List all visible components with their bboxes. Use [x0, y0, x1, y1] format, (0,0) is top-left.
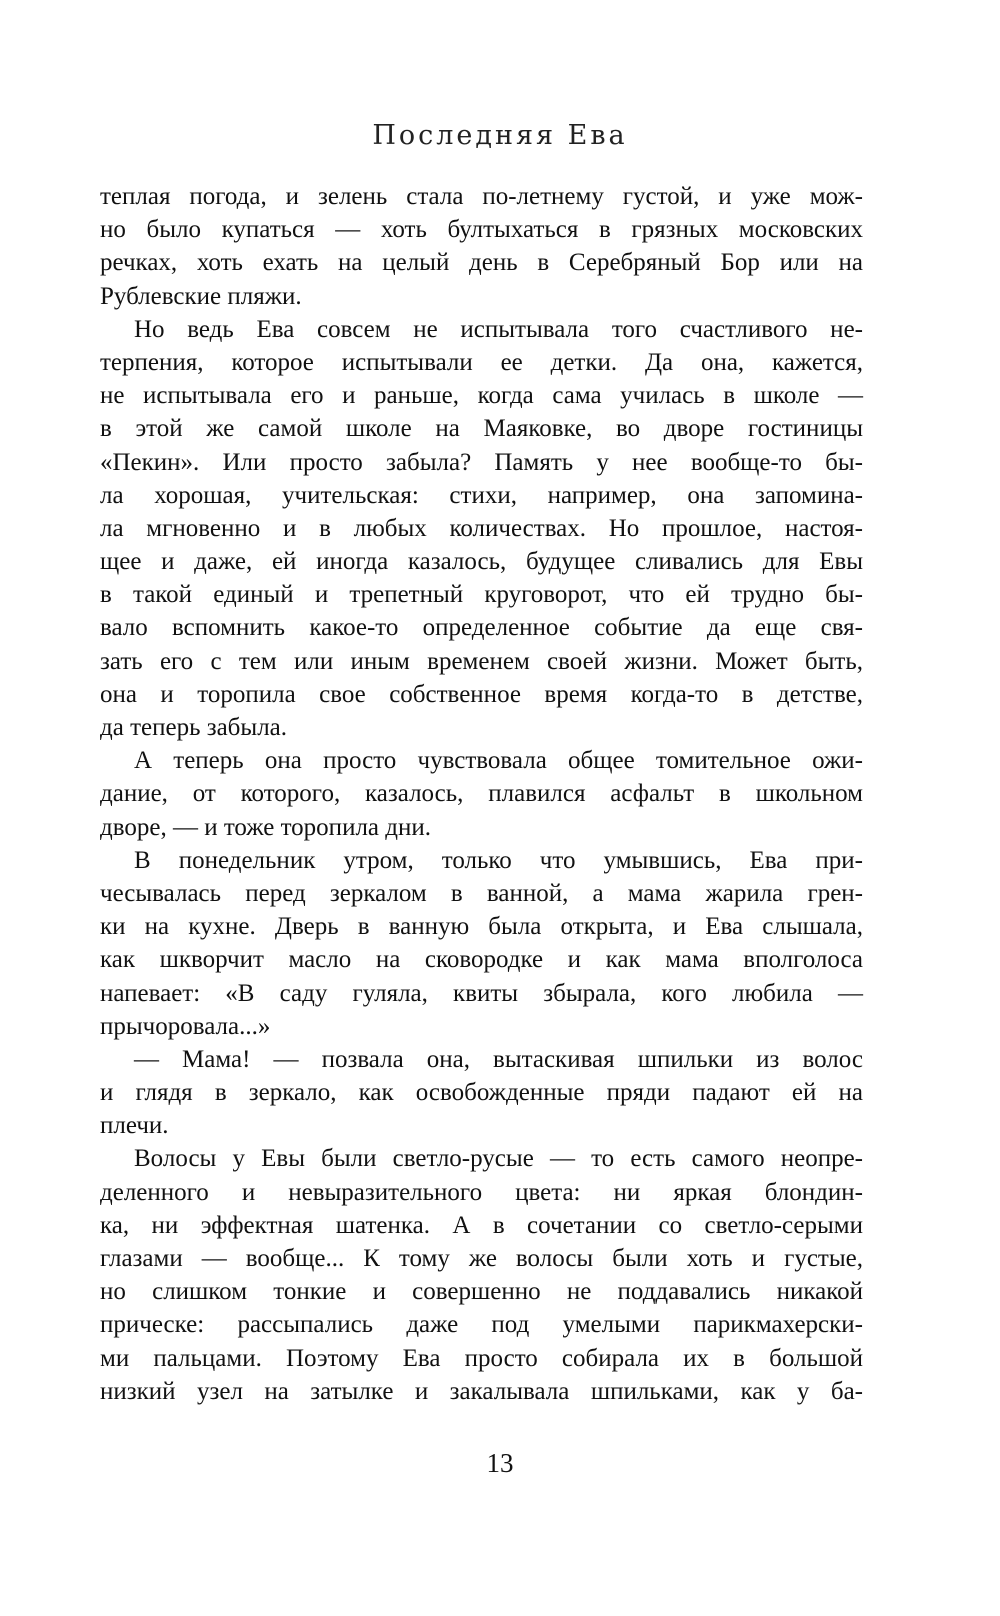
text-line: ми пальцами. Поэтому Ева просто собирала их в большой — [100, 1344, 863, 1372]
text-line: щее и даже, ей иногда казалось, будущее сливались для Евы — [100, 548, 863, 576]
text-line: но было купаться — хоть бултыхаться в грязных московских — [100, 216, 863, 244]
text-line: в этой же самой школе на Маяковке, во дворе гостиницы — [100, 415, 863, 443]
text-line: ка, ни эффектная шатенка. А в сочетании со светло-серыми — [100, 1211, 863, 1239]
text-line: В понедельник утром, только что умывшись, Ева при- — [134, 846, 863, 874]
text-line: как шкворчит масло на сковородке и как мама вполголоса — [100, 946, 863, 974]
text-line: и глядя в зеркало, как освобожденные пряди падают ей на — [100, 1079, 863, 1107]
text-line: прычоровала...» — [100, 1012, 271, 1040]
text-line: дание, от которого, казалось, плавился асфальт в школьном — [100, 780, 863, 808]
text-line: зать его с тем или иным временем своей жизни. Может быть, — [100, 647, 863, 675]
text-line: но слишком тонкие и совершенно не поддавались никакой — [100, 1278, 863, 1306]
text-line: «Пекин». Или просто забыла? Память у нее вообще-то бы- — [100, 448, 863, 476]
text-line: терпения, которое испытывали ее детки. Да она, кажется, — [100, 348, 863, 376]
text-line: — Мама! — позвала она, вытаскивая шпильки из волос — [134, 1045, 863, 1073]
running-title: Последняя Ева — [372, 120, 628, 151]
text-line: ла хорошая, учительская: стихи, например, она запомина- — [100, 481, 863, 509]
text-line: чесывалась перед зеркалом в ванной, а мама жарила грен- — [100, 879, 863, 907]
text-line: глазами — вообще... К тому же волосы были хоть и густые, — [100, 1245, 863, 1272]
text-line: прическе: рассыпались даже под умелыми парикмахерски- — [100, 1311, 863, 1339]
text-line: в такой единый и трепетный круговорот, что ей трудно бы- — [100, 581, 863, 609]
text-line: речках, хоть ехать на целый день в Серебряный Бор или на — [100, 249, 863, 277]
text-line: ла мгновенно и в любых количествах. Но прошлое, настоя- — [100, 514, 863, 542]
text-line: дворе, — и тоже торопила дни. — [100, 813, 431, 841]
text-line: теплая погода, и зелень стала по-летнему густой, и уже мож- — [100, 183, 863, 210]
text-line: Рублевские пляжи. — [100, 282, 302, 310]
page-number: 13 — [486, 1448, 514, 1478]
text-line: Волосы у Евы были светло-русые — то есть самого неопре- — [134, 1145, 863, 1173]
text-line: вало вспомнить какое-то определенное событие да еще свя- — [100, 614, 863, 642]
body-text — [100, 180, 863, 1408]
text-line: Но ведь Ева совсем не испытывала того счастливого не- — [134, 315, 863, 343]
text-line: да теперь забыла. — [100, 714, 288, 741]
text-line: А теперь она просто чувствовала общее томительное ожи- — [134, 747, 863, 775]
text-line: она и торопила свое собственное время когда-то в детстве, — [100, 680, 863, 708]
text-line: не испытывала его и раньше, когда сама училась в школе — — [100, 382, 863, 410]
text-line: низкий узел на затылке и закалывала шпильками, как у ба- — [100, 1377, 863, 1405]
text-line: ки на кухне. Дверь в ванную была открыта, и Ева слышала, — [100, 913, 863, 941]
text-line: напевает: «В саду гуляла, квиты збырала, кого любила — — [100, 979, 863, 1007]
text-line: плечи. — [100, 1112, 169, 1140]
text-line: деленного и невыразительного цвета: ни яркая блондин- — [100, 1178, 863, 1206]
